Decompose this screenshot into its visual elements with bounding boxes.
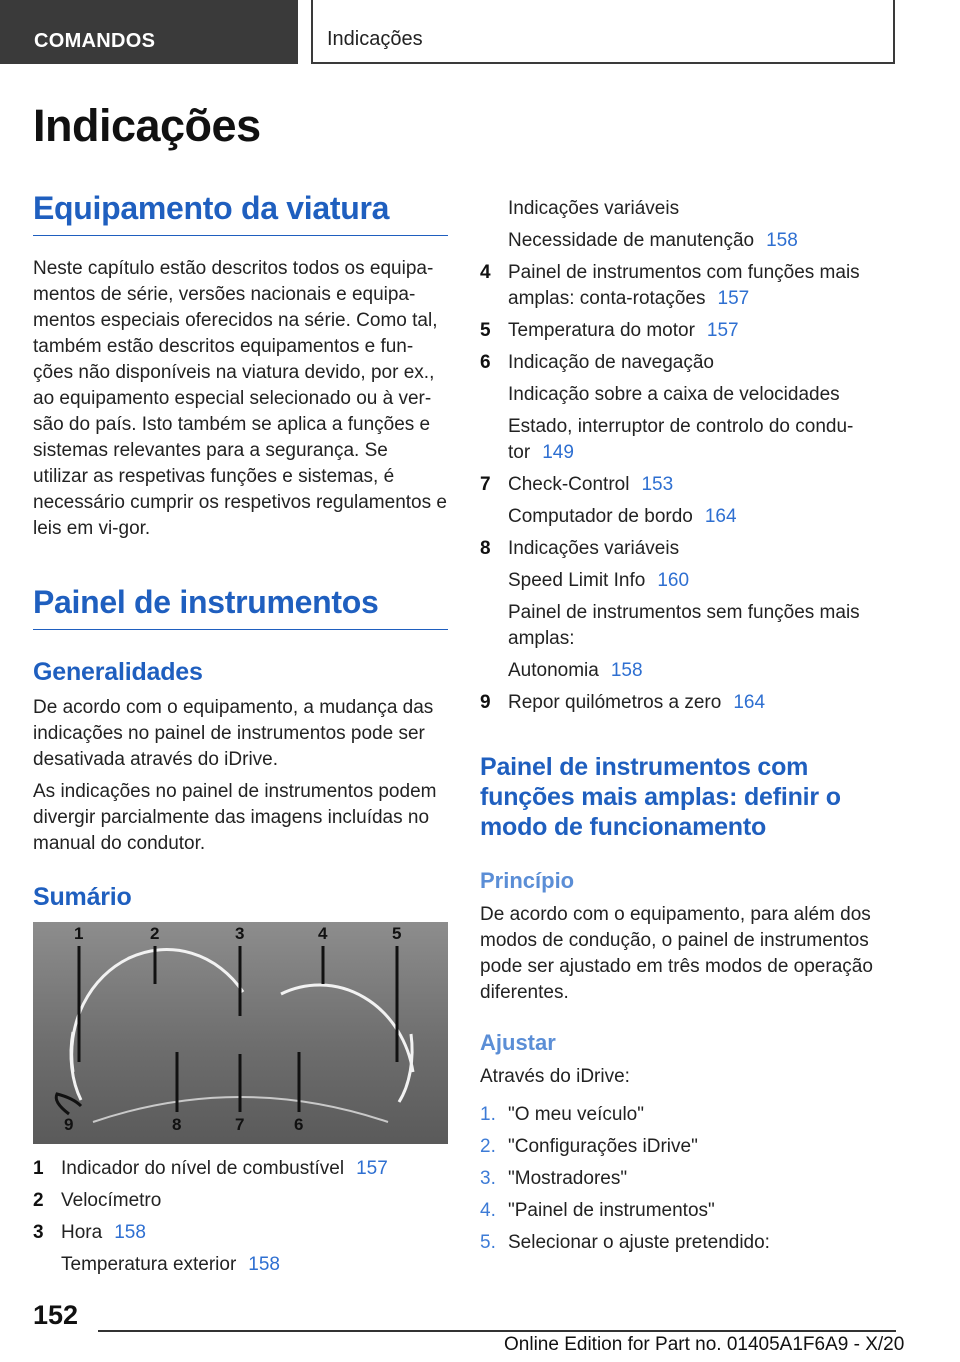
subheading-general: Generalidades: [33, 658, 203, 686]
legend-item: 7 Check-Control 153: [480, 474, 674, 495]
page-ref-link[interactable]: 160: [657, 570, 690, 591]
general-paragraph-1: De acordo com o equipamento, a mudança das indicações no painel de instrumentos pode ser desativada através do iDrive.: [33, 697, 434, 770]
right-column: [480, 196, 900, 1262]
callout-2: 2: [150, 924, 160, 943]
page-ref-link[interactable]: 153: [641, 474, 674, 495]
footer-divider: [98, 1330, 896, 1332]
step-item: 3. "Mostradores": [480, 1168, 628, 1189]
legend-subitem: Computador de bordo 164: [508, 506, 737, 527]
legend-subitem: Indicações variáveis: [508, 198, 680, 219]
callout-8: 8: [172, 1115, 182, 1134]
callout-3: 3: [235, 924, 245, 943]
section-heading-instrument-panel: Painel de instrumentos: [33, 584, 448, 630]
legend-item: 6 Indicação de navegação: [480, 352, 714, 373]
legend-item: 1 Indicador do nível de combustível 157: [33, 1158, 388, 1179]
legend-item: 8 Indicações variáveis: [480, 538, 680, 559]
page-title: Indicações: [33, 100, 261, 151]
page-ref-link[interactable]: 158: [248, 1254, 280, 1275]
cluster-drawing: [33, 922, 448, 1144]
step-item: 2. "Configurações iDrive": [480, 1136, 698, 1157]
callout-5: 5: [392, 924, 402, 943]
legend-item: 4 Painel de instrumentos com funções mais amplas: conta-rotações 157: [480, 262, 860, 309]
legend-subitem: Indicação sobre a caixa de velocidades: [508, 384, 840, 405]
legend-subitem: Estado, interruptor de controlo do condu-tor 149: [508, 416, 854, 463]
page-ref-link[interactable]: 158: [610, 660, 643, 681]
page-ref-link[interactable]: 158: [766, 230, 798, 251]
subheading-adjust: Ajustar: [480, 1030, 556, 1055]
instrument-cluster-illustration: [33, 922, 448, 1144]
section-heading-mode: Painel de instrumentos com funções mais amplas: definir o modo de funcionamento: [480, 753, 841, 841]
chapter-tab: Indicações: [311, 0, 895, 64]
callout-1: 1: [74, 924, 84, 943]
legend-list-right: [480, 196, 900, 716]
callout-9: 9: [64, 1115, 74, 1134]
equipment-paragraph: Neste capítulo estão descritos todos os equipa-mentos de série, versões nacionais e equipa-mentos especiais oferecidos na série. Como tal, também estão descritos equipamentos e fun-ções não disponíveis na viatura devido, por ex., ao equipamento especial selecionado ou à ver-são do país. Isto também se aplica a funções e sistemas relevantes para a segurança. Se utilizar as respetivas funções e sistemas, é necessário cumprir os respetivos regulamentos e leis em vi-gor.: [33, 258, 447, 539]
legend-subitem: Necessidade de manutenção 158: [508, 230, 798, 251]
adjust-intro: Através do iDrive:: [480, 1066, 630, 1087]
page-ref-link[interactable]: 164: [704, 506, 737, 527]
subheading-summary: Sumário: [33, 883, 132, 911]
legend-item: 9 Repor quilómetros a zero 164: [480, 692, 766, 713]
principle-paragraph: De acordo com o equipamento, para além dos modos de condução, o painel de instrumentos pode ser ajustado em três modos de operação diferentes.: [480, 904, 873, 1003]
step-item: 4. "Painel de instrumentos": [480, 1200, 715, 1221]
subheading-principle: Princípio: [480, 868, 575, 893]
page-header: [0, 0, 960, 66]
step-item: 1. "O meu veículo": [480, 1104, 644, 1125]
page-ref-link[interactable]: 158: [114, 1222, 146, 1243]
legend-item: 2 Velocímetro: [33, 1190, 162, 1211]
callout-7: 7: [235, 1115, 245, 1134]
legend-subitem: Speed Limit Info 160: [508, 570, 690, 591]
section-heading-equipment: Equipamento da viatura: [33, 190, 448, 236]
page-ref-link[interactable]: 164: [733, 692, 766, 713]
general-paragraph-2: As indicações no painel de instrumentos podem divergir parcialmente das imagens incluídas no manual do condutor.: [33, 781, 437, 854]
legend-list-left: [33, 1156, 448, 1278]
page-number: 152: [33, 1300, 79, 1330]
legend-item: 5 Temperatura do motor 157: [480, 320, 739, 341]
callout-4: 4: [318, 924, 328, 943]
legend-item: 3 Hora 158: [33, 1222, 146, 1243]
edition-note: Online Edition for Part no. 01405A1F6A9 - X/20: [504, 1334, 905, 1355]
page-ref-link[interactable]: 157: [706, 320, 739, 341]
legend-subitem: Autonomia 158: [508, 660, 643, 681]
page-ref-link[interactable]: 149: [542, 442, 574, 463]
section-tab: COMANDOS: [0, 0, 298, 64]
page-ref-link[interactable]: 157: [717, 288, 750, 309]
steps-list: [480, 1102, 900, 1256]
page-ref-link[interactable]: 157: [356, 1158, 388, 1179]
callout-6: 6: [294, 1115, 304, 1134]
left-column: [33, 190, 448, 1278]
legend-subitem: Painel de instrumentos sem funções mais amplas:: [508, 602, 860, 649]
step-item: 5. Selecionar o ajuste pretendido:: [480, 1232, 770, 1253]
legend-subitem: Temperatura exterior 158: [61, 1254, 280, 1275]
